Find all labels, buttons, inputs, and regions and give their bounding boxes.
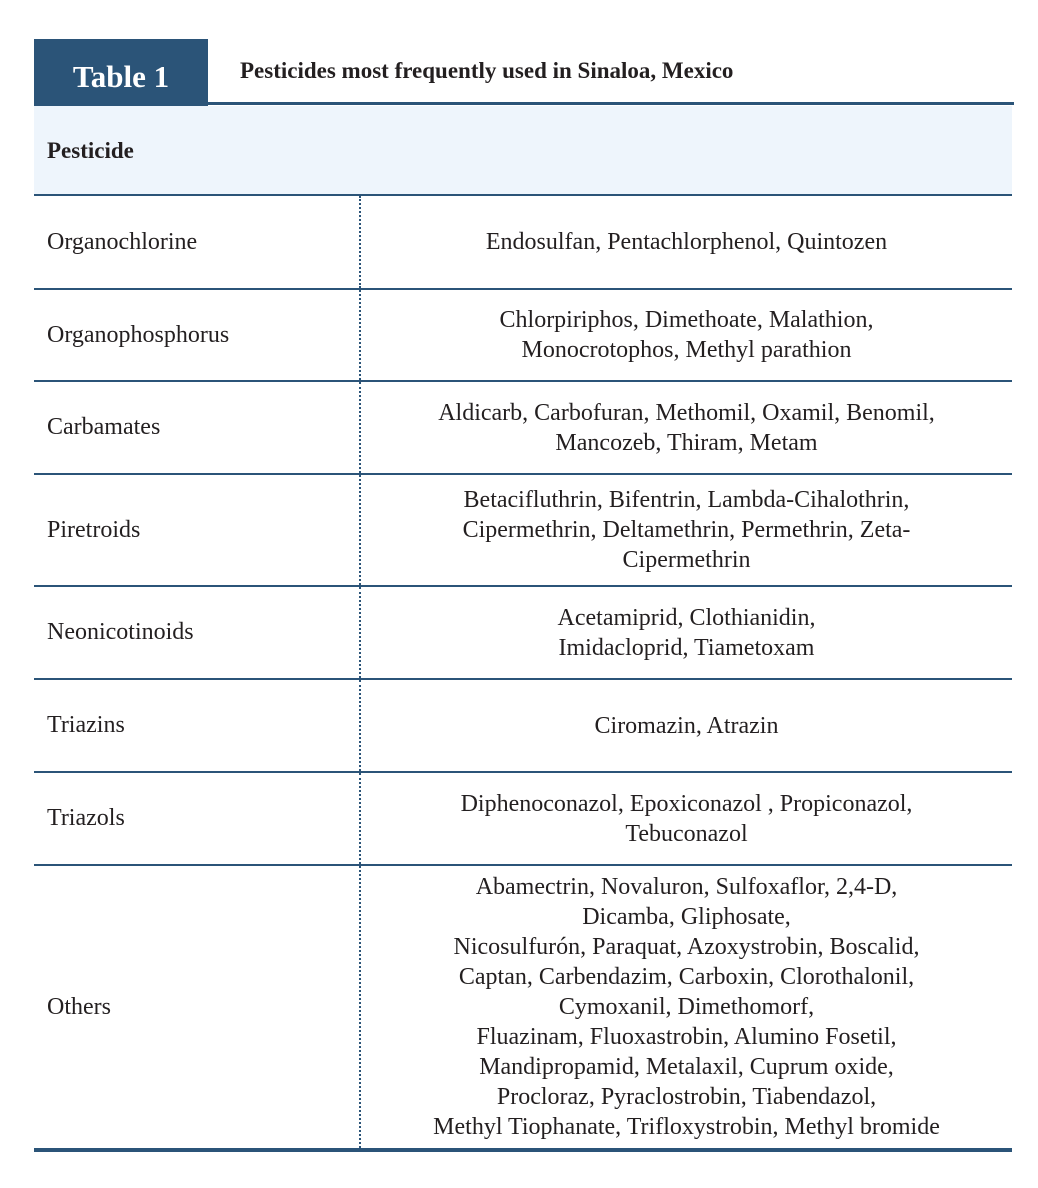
pesticide-line: Dicamba, Gliphosate, [582,904,791,930]
table-row [34,290,1012,382]
pesticide-line: Captan, Carbendazim, Carboxin, Clorothalonil, [458,964,915,990]
pesticide-line: Tebuconazol [625,820,748,847]
row-pesticides [361,587,1012,678]
row-pesticides [361,773,1012,864]
table-number-tab: Table 1 [34,39,208,106]
title-underline [208,102,1014,105]
row-pesticides [361,475,1012,585]
row-pesticides [361,290,1012,380]
pesticide-line: Betacifluthrin, Bifentrin, Lambda-Cihalothrin, [463,487,910,513]
table-row [34,382,1012,475]
row-category: Triazols [34,773,361,864]
pesticide-line: Abamectrin, Novaluron, Sulfoxaflor, 2,4-D, [475,874,898,900]
pesticide-line: Ciromazin, Atrazin [594,712,779,739]
row-category: Others [34,866,361,1148]
row-category: Carbamates [34,382,361,473]
row-pesticides [361,382,1012,473]
pesticide-line: Imidacloprid, Tiametoxam [558,634,815,661]
pesticide-line: Monocrotophos, Methyl parathion [521,337,852,363]
pesticide-line: Nicosulfurón, Paraquat, Azoxystrobin, Boscalid, [453,934,920,960]
pesticide-line: Cymoxanil, Dimethomorf, [558,994,815,1020]
pesticide-line: Chlorpiriphos, Dimethoate, Malathion, [499,307,874,333]
table-row [34,196,1012,290]
header-pesticide: Pesticide [47,138,134,163]
table-row [34,680,1012,773]
table-row [34,866,1012,1152]
table-title: Pesticides most frequently used in Sinaloa, Mexico [240,58,734,83]
pesticide-line: Mandipropamid, Metalaxil, Cuprum oxide, [479,1054,894,1080]
table-row [34,475,1012,587]
row-category: Triazins [34,680,361,771]
pesticide-line: Mancozeb, Thiram, Metam [555,429,818,456]
row-category: Neonicotinoids [34,587,361,678]
pesticide-line: Methyl Tiophanate, Trifloxystrobin, Methyl bromide [433,1114,940,1140]
pesticide-line: Fluazinam, Fluoxastrobin, Alumino Fosetil, [476,1024,897,1050]
table-header [34,106,1012,196]
pesticide-line: Diphenoconazol, Epoxiconazol , Propiconazol, [460,790,913,817]
row-category: Organophosphorus [34,290,361,380]
row-pesticides [361,866,1012,1148]
pesticide-line: Cipermethrin [622,547,751,573]
pesticide-line: Acetamiprid, Clothianidin, [557,604,816,631]
pesticide-line: Endosulfan, Pentachlorphenol, Quintozen [485,229,888,255]
pesticide-line: Cipermethrin, Deltamethrin, Permethrin, Zeta- [462,517,911,543]
pesticide-line: Aldicarb, Carbofuran, Methomil, Oxamil, Benomil, [438,399,935,426]
pesticide-line: Procloraz, Pyraclostrobin, Tiabendazol, [496,1084,877,1110]
row-category: Piretroids [34,475,361,585]
table-row [34,587,1012,680]
table-body [34,196,1012,1152]
row-pesticides [361,196,1012,288]
table-row [34,773,1012,866]
row-category: Organochlorine [34,196,361,288]
row-pesticides [361,680,1012,771]
